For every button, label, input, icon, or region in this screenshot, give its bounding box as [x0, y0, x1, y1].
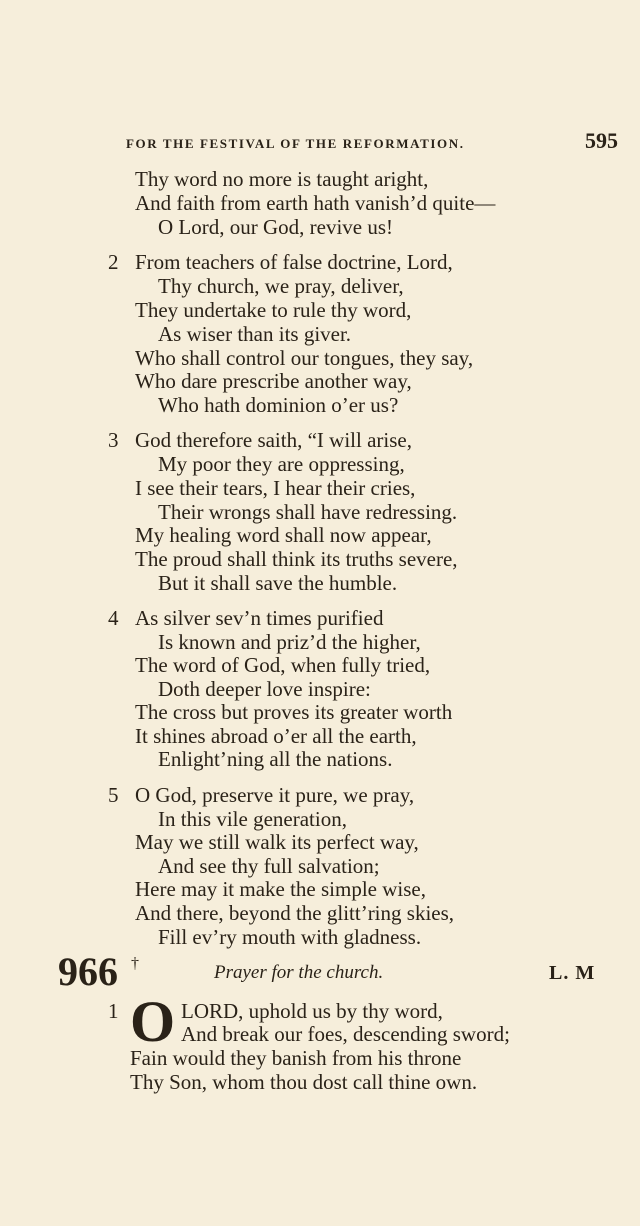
verse-line: And there, beyond the glitt’ring skies, [135, 901, 455, 925]
verse-line: Enlight’ning all the nations. [158, 747, 393, 771]
verse-line: Is known and priz’d the higher, [158, 630, 421, 654]
verse-line: Who dare prescribe another way, [135, 369, 412, 393]
verse-line: In this vile generation, [158, 807, 347, 831]
verse-line: Thy word no more is taught aright, [135, 167, 429, 191]
verse-line: LORD, uphold us by thy word, [181, 999, 443, 1023]
verse-line: My poor they are oppressing, [158, 452, 405, 476]
hymn-number: 966 [58, 949, 118, 994]
verse-line: My healing word shall now appear, [135, 523, 432, 547]
verse-line: And faith from earth hath vanish’d quite— [135, 191, 496, 215]
verse-line: Doth deeper love inspire: [158, 677, 371, 701]
verse-line: As silver sev’n times purified [135, 606, 384, 630]
running-title: FOR THE FESTIVAL OF THE REFORMATION. [126, 136, 465, 151]
verse-line: The cross but proves its greater worth [135, 700, 453, 724]
verse-line: It shines abroad o’er all the earth, [135, 724, 417, 748]
verse-line: May we still walk its perfect way, [135, 830, 419, 854]
stanza-number: 5 [108, 783, 119, 807]
page-header [120, 128, 620, 158]
verse-line: The proud shall think its truths severe, [135, 547, 458, 571]
verse-line: Who shall control our tongues, they say, [135, 346, 474, 370]
verse-line: Here may it make the simple wise, [135, 877, 426, 901]
stanza-number: 2 [108, 250, 119, 274]
verse-line: And see thy full salvation; [158, 854, 380, 878]
verse-line: Thy church, we pray, deliver, [158, 274, 404, 298]
verse-line: Thy Son, whom thou dost call thine own. [130, 1070, 478, 1094]
verse-line: O Lord, our God, revive us! [158, 215, 394, 239]
verse-line: As wiser than its giver. [158, 322, 352, 346]
page-number: 595 [585, 128, 618, 153]
verse-line: The word of God, when fully tried, [135, 653, 431, 677]
verse-line: They undertake to rule thy word, [135, 298, 412, 322]
verse-line: Fain would they banish from his throne [130, 1046, 462, 1070]
verse-line: O God, preserve it pure, we pray, [135, 783, 415, 807]
stanza-number: 1 [108, 999, 119, 1023]
hymn-meter: L. M [549, 962, 596, 984]
verse-line: And break our foes, descending sword; [181, 1022, 510, 1046]
verse-line: From teachers of false doctrine, Lord, [135, 250, 453, 274]
verse-line: God therefore saith, “I will arise, [135, 428, 412, 452]
drop-cap: O [130, 989, 176, 1054]
stanza-number: 4 [108, 606, 119, 630]
stanza-number: 3 [108, 428, 119, 452]
dagger-mark: † [131, 955, 139, 972]
verse-line: Who hath dominion o’er us? [158, 393, 399, 417]
verse-line: Their wrongs shall have redressing. [158, 500, 458, 524]
verse-line: Fill ev’ry mouth with gladness. [158, 925, 422, 949]
hymn-title: Prayer for the church. [214, 962, 384, 983]
verse-line: I see their tears, I hear their cries, [135, 476, 416, 500]
verse-line: But it shall save the humble. [158, 571, 398, 595]
